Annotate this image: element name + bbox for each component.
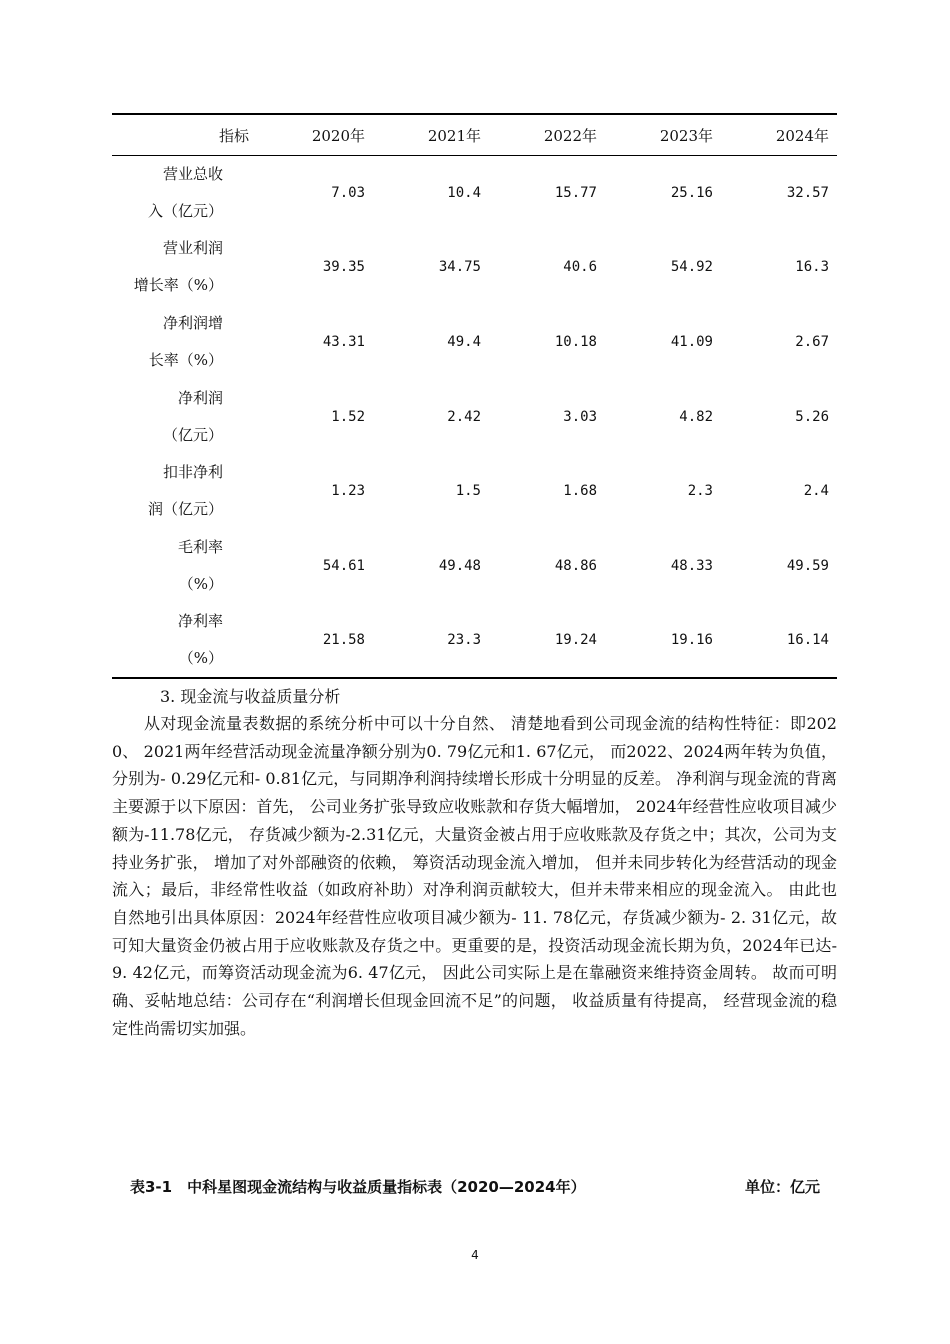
table-cell: 15.77 xyxy=(554,185,597,202)
table-header-cell: 2023年 xyxy=(605,114,721,156)
row-label-line: （%） xyxy=(178,649,223,668)
table-cell: 1.68 xyxy=(563,483,597,500)
table-row xyxy=(112,454,837,529)
table-cell: 48.33 xyxy=(670,557,713,574)
row-label-line: 润（亿元） xyxy=(147,500,223,519)
row-label xyxy=(112,454,257,529)
row-label-line: （亿元） xyxy=(162,425,223,444)
table-cell: 49.59 xyxy=(786,557,829,574)
table-cell: 19.16 xyxy=(605,603,721,678)
table-cell: 2.67 xyxy=(795,333,829,350)
table-cell: 10.18 xyxy=(554,333,597,350)
row-label-line: 净利率 xyxy=(177,612,223,631)
table-row xyxy=(112,305,837,380)
body-paragraph: 从对现金流量表数据的系统分析中可以十分自然、 清楚地看到公司现金流的结构性特征：即2020、 2021两年经营活动现金流量净额分别为0. 79亿元和1. 67亿元， 而2022、2024两年转为负值，分别为- 0.29亿元和- 0.81亿元，与同期净利润持续增长形成十分明显的反差。 净利润与现金流的背离主要源于以下原因：首先， 公司业务扩张导致应收账款和存货大幅增加， 2024年经营性应收项目减少额为-11.78亿元， 存货减少额为-2.31亿元，大量资金被占用于应收账款及存货之中；其次，公司为支持业务扩张， 增加了对外部融资的依赖， 筹资活动现金流入增加， 但并未同步转化为经营活动的现金流入；最后，非经常性收益（如政府补助）对净利润贡献较大，但并未带来相应的现金流入。 由此也自然地引出具体原因：2024年经营性应收项目减少额为- 11. 78亿元，存货减少额为- 2. 31亿元，故可知大量资金仍被占用于应收账款及存货之中。更重要的是，投资活动现金流长期为负，2024年已达- 9. 42亿元，而筹资活动现金流为6. 47亿元， 因此公司实际上是在靠融资来维持资金周转。 故而可明确、妥帖地总结：公司存在“利润增长但现金回流不足”的问题， 收益质量有待提高， 经营现金流的稳定性尚需切实加强。 xyxy=(112,714,837,1038)
table-cell: 5.26 xyxy=(795,408,829,425)
table-cell: 1.52 xyxy=(331,408,365,425)
row-label-line: （%） xyxy=(178,574,223,593)
page-number: 4 xyxy=(471,1248,479,1262)
table-cell: 19.24 xyxy=(489,603,605,678)
row-label xyxy=(112,379,257,454)
table-cell: 54.92 xyxy=(670,259,713,276)
table-cell: 54.61 xyxy=(322,557,365,574)
row-label-line: 净利润增 xyxy=(162,313,223,332)
table-header-cell: 2020年 xyxy=(257,114,373,156)
section-heading: 3. 现金流与收益质量分析 xyxy=(160,687,341,706)
table-row xyxy=(112,528,837,603)
table-header-cell: 2022年 xyxy=(489,114,605,156)
row-label xyxy=(112,305,257,380)
table-row xyxy=(112,379,837,454)
table-cell: 16.14 xyxy=(721,603,837,678)
row-label xyxy=(112,156,257,231)
table-cell: 40.6 xyxy=(563,259,597,276)
table-cell: 1.5 xyxy=(455,483,481,500)
table-caption-unit: 单位：亿元 xyxy=(744,1178,820,1196)
table-caption-title: 表3-1 中科星图现金流结构与收益质量指标表（2020—2024年） xyxy=(130,1178,586,1196)
table-cell: 2.3 xyxy=(687,483,713,500)
row-label-line: 扣非净利 xyxy=(162,463,223,482)
row-label-line: 长率（%） xyxy=(148,350,223,369)
table-header-cell: 2021年 xyxy=(373,114,489,156)
row-label xyxy=(112,603,257,678)
table-cell: 1.23 xyxy=(331,483,365,500)
table-cell: 43.31 xyxy=(322,333,365,350)
row-label-line: 毛利率 xyxy=(177,537,223,556)
row-label-line: 营业总收 xyxy=(162,165,223,184)
table-cell: 32.57 xyxy=(786,185,829,202)
table-cell: 41.09 xyxy=(670,333,713,350)
table-cell: 3.03 xyxy=(563,408,597,425)
table-cell: 7.03 xyxy=(331,185,365,202)
table-row xyxy=(112,603,837,678)
table-cell: 10.4 xyxy=(447,185,481,202)
table-cell: 4.82 xyxy=(679,408,713,425)
table-cell: 2.42 xyxy=(447,408,481,425)
row-label-line: 营业利润 xyxy=(162,239,223,258)
table-cell: 49.48 xyxy=(438,557,481,574)
table-header-row xyxy=(112,114,837,156)
table-header-cell: 指标 xyxy=(112,114,257,156)
table-row xyxy=(112,230,837,305)
table-cell: 49.4 xyxy=(447,333,481,350)
row-label-line: 入（亿元） xyxy=(147,202,223,221)
table-cell: 2.4 xyxy=(803,483,829,500)
table-cell: 23.3 xyxy=(373,603,489,678)
table-header-cell: 2024年 xyxy=(721,114,837,156)
table-cell: 25.16 xyxy=(670,185,713,202)
table-cell: 34.75 xyxy=(438,259,481,276)
row-label-line: 净利润 xyxy=(177,388,223,407)
financial-indicator-table xyxy=(112,113,837,679)
row-label xyxy=(112,230,257,305)
table-cell: 48.86 xyxy=(554,557,597,574)
row-label-line: 增长率（%） xyxy=(133,276,223,295)
row-label xyxy=(112,528,257,603)
table-cell: 21.58 xyxy=(257,603,373,678)
table-cell: 39.35 xyxy=(322,259,365,276)
table-cell: 16.3 xyxy=(795,259,829,276)
table-row xyxy=(112,156,837,231)
